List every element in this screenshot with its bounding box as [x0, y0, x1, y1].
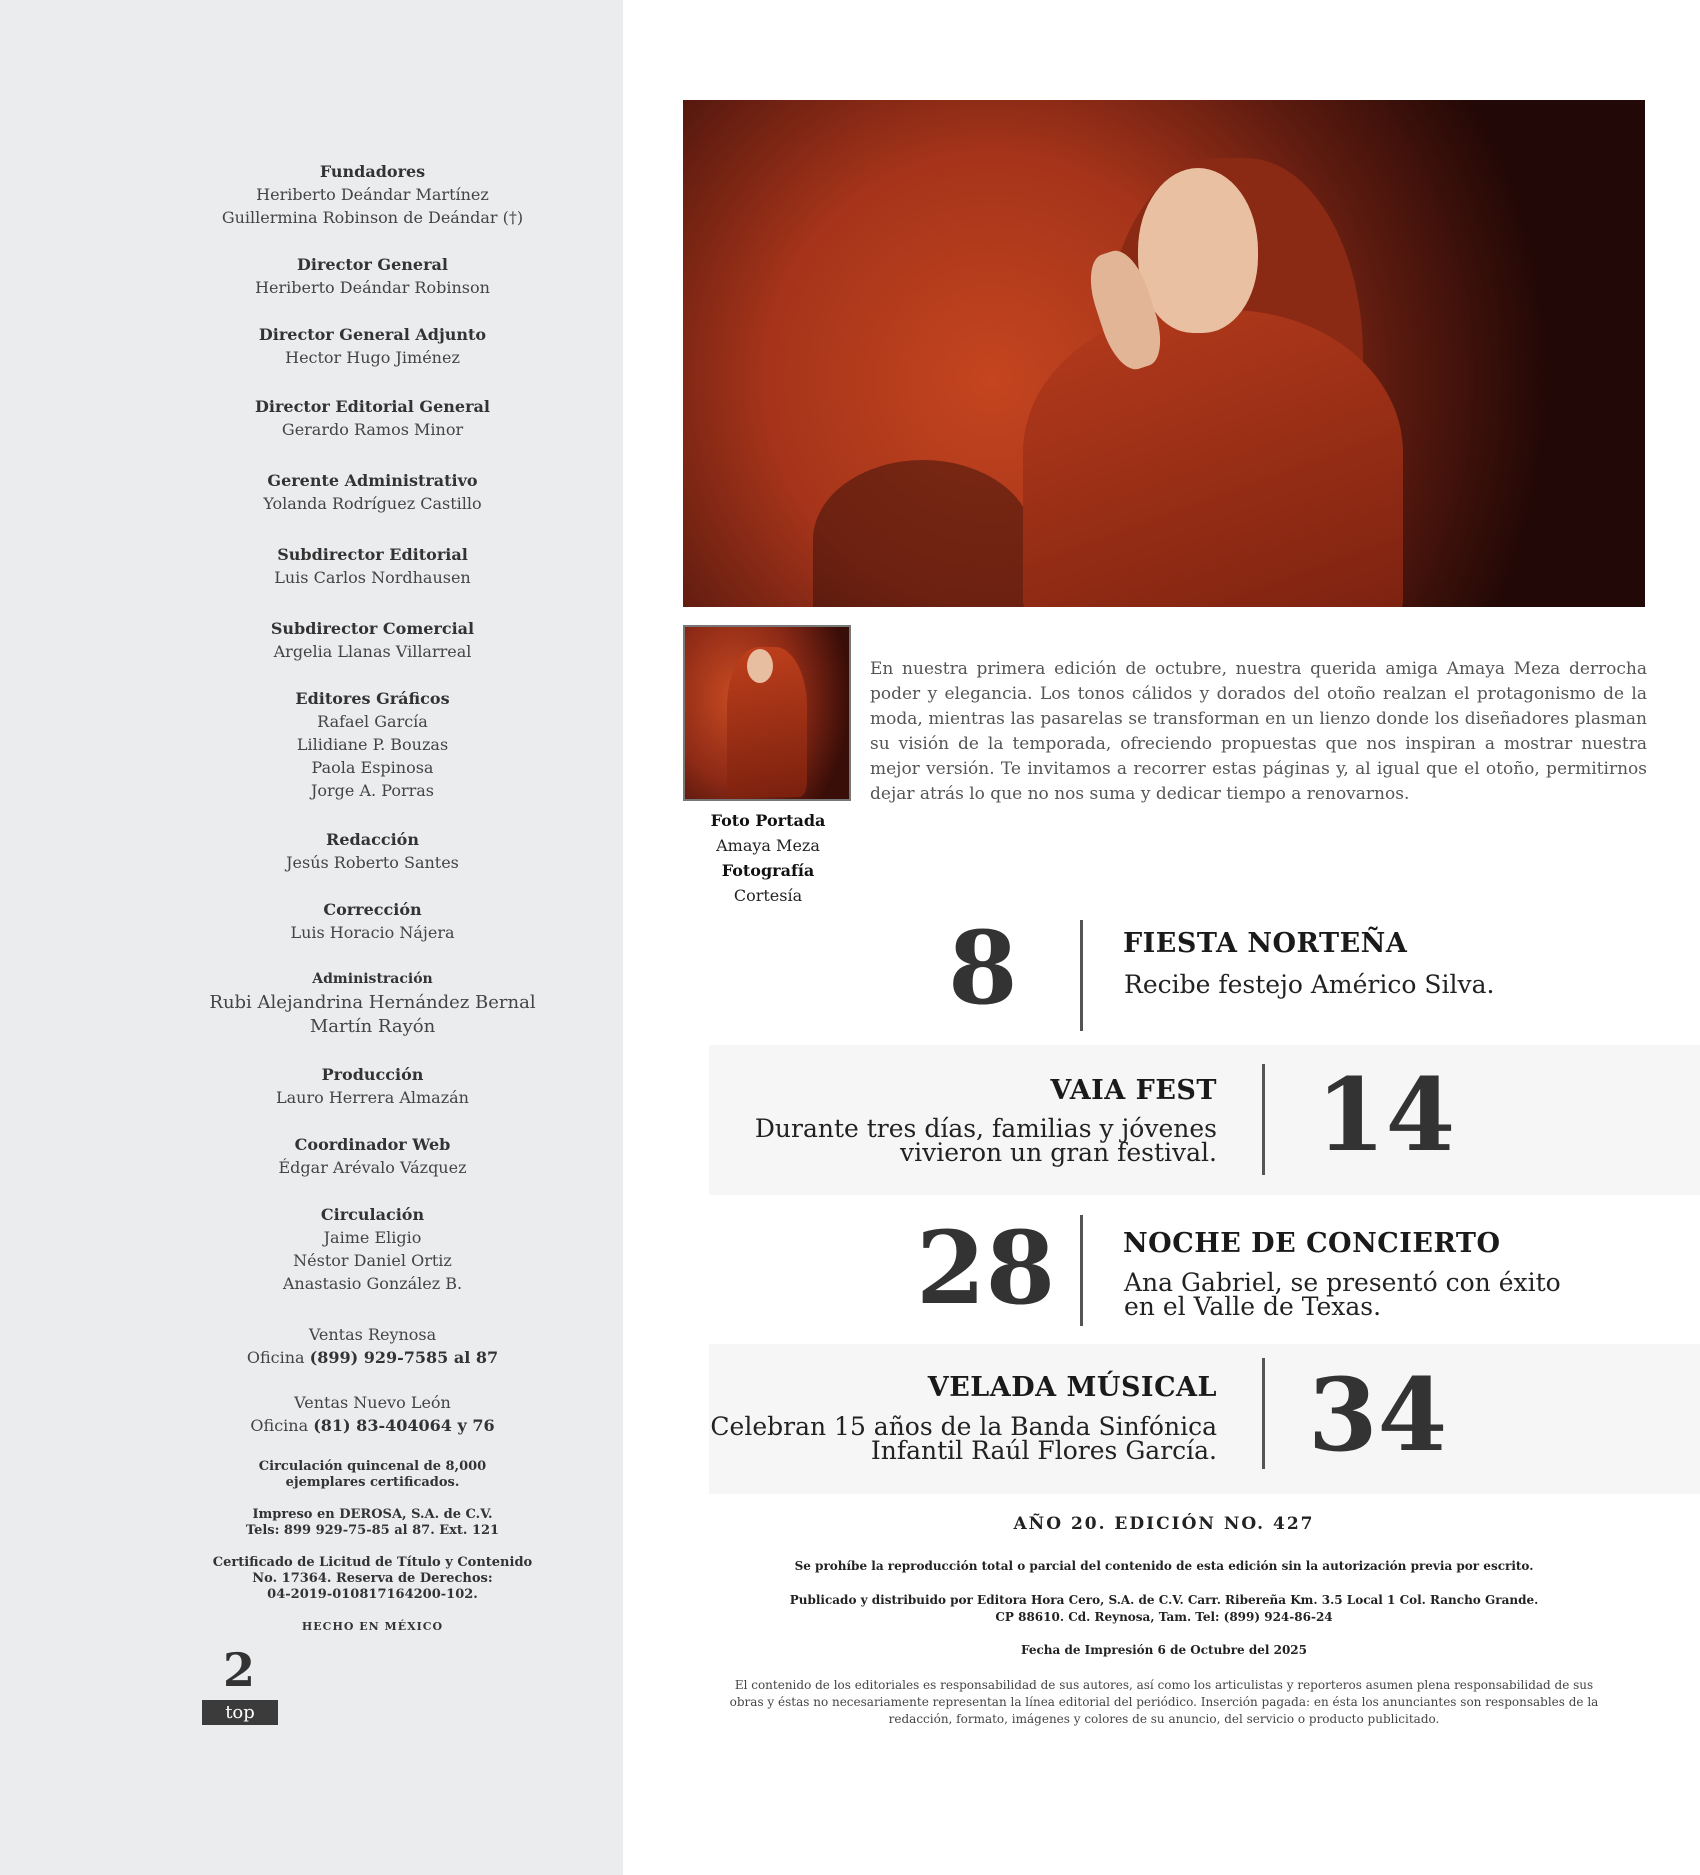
- thumbnail-face: [747, 649, 773, 683]
- feature-page-number: 28: [916, 1209, 1056, 1327]
- staff-name: Hector Hugo Jiménez: [285, 348, 460, 367]
- staff-name: Argelia Llanas Villarreal: [273, 642, 472, 661]
- sales-phone-line: [200, 1346, 545, 1369]
- sales-contact: [200, 1323, 545, 1369]
- fine-line: Certificado de Licitud de Título y Contenido: [212, 1555, 533, 1570]
- photo-shadow: [813, 460, 1033, 607]
- feature-description-line: en el Valle de Texas.: [1124, 1292, 1382, 1321]
- staff-group: [200, 1133, 545, 1179]
- circulation-note: [200, 1459, 545, 1491]
- feature-description: [1124, 1268, 1561, 1321]
- legal-line: redacción, formato, imágenes y colores de su anuncio, del servicio o producto publicitado.: [888, 1712, 1440, 1726]
- staff-title: Director General Adjunto: [258, 325, 487, 344]
- print-date: Fecha de Impresión 6 de Octubre del 2025: [1020, 1643, 1307, 1657]
- staff-title: Coordinador Web: [294, 1135, 451, 1154]
- made-in-mexico: HECHO EN MÉXICO: [301, 1620, 444, 1633]
- staff-group: [200, 898, 545, 944]
- fine-line: No. 17364. Reserva de Derechos:: [252, 1571, 493, 1586]
- feature-title: NOCHE DE CONCIERTO: [1123, 1228, 1501, 1259]
- photo-credit: Cortesía: [733, 886, 803, 905]
- staff-name: Jorge A. Porras: [310, 781, 434, 800]
- staff-group: [200, 543, 545, 589]
- cover-thumbnail: [683, 625, 851, 801]
- photo-face: [1138, 168, 1258, 333]
- cover-model: Amaya Meza: [716, 836, 820, 855]
- staff-name: Jaime Eligio: [323, 1228, 422, 1247]
- staff-name: Rubi Alejandrina Hernández Bernal: [209, 992, 536, 1013]
- cover-label: Foto Portada: [710, 811, 826, 830]
- feature-description: Recibe festejo Américo Silva.: [1124, 970, 1495, 999]
- staff-group: [200, 469, 545, 515]
- staff-name: Lauro Herrera Almazán: [276, 1088, 469, 1107]
- feature-description-line: Durante tres días, familias y jóvenes: [754, 1114, 1217, 1143]
- feature-description: [700, 1114, 1217, 1167]
- feature-divider: [1080, 920, 1083, 1031]
- feature-title: VAIA FEST: [1050, 1075, 1217, 1106]
- edition-number: AÑO 20. EDICIÓN NO. 427: [1013, 1514, 1315, 1534]
- staff-name: Heriberto Deándar Robinson: [255, 278, 490, 297]
- feature-divider: [1262, 1358, 1265, 1469]
- sales-prefix: Oficina: [246, 1348, 310, 1367]
- staff-name: Jesús Roberto Santes: [286, 853, 459, 872]
- feature-description: [700, 1412, 1217, 1465]
- sales-contact: [200, 1391, 545, 1437]
- feature-title: FIESTA NORTEÑA: [1123, 928, 1408, 959]
- sales-label: Ventas Reynosa: [308, 1325, 437, 1344]
- staff-group: [200, 1063, 545, 1109]
- staff-title: Corrección: [323, 900, 422, 919]
- staff-group: [200, 323, 545, 369]
- sales-phone-line: [200, 1414, 545, 1437]
- photo-suit: [1023, 310, 1403, 607]
- feature-divider: [1262, 1064, 1265, 1175]
- sales-label: Ventas Nuevo León: [294, 1393, 451, 1412]
- staff-name: Néstor Daniel Ortiz: [293, 1251, 452, 1270]
- staff-title: Subdirector Comercial: [270, 619, 475, 638]
- reproduction-notice: Se prohíbe la reproducción total o parcial del contenido de esta edición sin la autorización previa por escrito.: [794, 1559, 1534, 1573]
- sales-phone: (899) 929-7585 al 87: [309, 1348, 499, 1367]
- fine-line: Impreso en DEROSA, S.A. de C.V.: [252, 1507, 493, 1522]
- staff-title: Redacción: [326, 830, 419, 849]
- staff-group: [200, 395, 545, 441]
- fine-line: Tels: 899 929-75-85 al 87. Ext. 121: [245, 1523, 500, 1538]
- printer-note: [200, 1507, 545, 1539]
- staff-name: Luis Horacio Nájera: [290, 923, 455, 942]
- feature-divider: [1080, 1215, 1083, 1326]
- sales-prefix: Oficina: [250, 1416, 314, 1435]
- staff-title: Subdirector Editorial: [277, 545, 468, 564]
- certificate-note: [200, 1555, 545, 1603]
- legal-line: El contenido de los editoriales es responsabilidad de sus autores, así como los articulistas y reporteros asumen plena responsabilidad de sus: [734, 1678, 1594, 1692]
- staff-name: Heriberto Deándar Martínez: [256, 185, 489, 204]
- legal-line: CP 88610. Cd. Reynosa, Tam. Tel: (899) 924-86-24: [995, 1610, 1333, 1624]
- sales-phone: (81) 83-404064 y 76: [313, 1416, 495, 1435]
- staff-name: Luis Carlos Nordhausen: [274, 568, 471, 587]
- staff-name: Gerardo Ramos Minor: [281, 420, 464, 439]
- legal-line: Publicado y distribuido por Editora Hora Cero, S.A. de C.V. Carr. Ribereña Km. 3.5 Local 1 Col. Rancho Grande.: [789, 1593, 1539, 1607]
- staff-group: [200, 968, 545, 1039]
- cover-credit: [683, 808, 853, 908]
- staff-group: [200, 828, 545, 874]
- staff-name: Édgar Arévalo Vázquez: [278, 1158, 467, 1177]
- staff-title: Circulación: [320, 1205, 425, 1224]
- photo-label: Fotografía: [721, 861, 815, 880]
- fine-line: 04-2019-010817164200-102.: [267, 1587, 478, 1602]
- staff-title: Producción: [321, 1065, 424, 1084]
- staff-group: [200, 617, 545, 663]
- staff-name: Martín Rayón: [309, 1016, 436, 1037]
- staff-name: Lilidiane P. Bouzas: [296, 735, 449, 754]
- cover-hero-photo: [683, 100, 1645, 607]
- staff-name: Rafael García: [317, 712, 428, 731]
- feature-description-line: Ana Gabriel, se presentó con éxito: [1124, 1268, 1561, 1297]
- staff-name: Paola Espinosa: [311, 758, 434, 777]
- staff-group: [200, 160, 545, 229]
- staff-name: Yolanda Rodríguez Castillo: [263, 494, 482, 513]
- feature-description-line: vivieron un gran festival.: [899, 1138, 1217, 1167]
- staff-name: Anastasio González B.: [282, 1274, 463, 1293]
- editorial-disclaimer: [683, 1677, 1645, 1728]
- staff-group: [200, 253, 545, 299]
- legal-line: obras y éstas no necesariamente representan la línea editorial del periódico. Inserción pagada: en ésta los anunciantes son responsables de la: [729, 1695, 1599, 1709]
- staff-group: [200, 1203, 545, 1295]
- staff-directory: [200, 160, 545, 1651]
- staff-group: [200, 687, 545, 802]
- feature-page-number: 34: [1308, 1356, 1448, 1474]
- staff-name: Guillermina Robinson de Deándar (†): [221, 208, 524, 227]
- editorial-intro: En nuestra primera edición de octubre, nuestra querida amiga Amaya Meza derrocha poder y elegancia. Los tonos cálidos y dorados del otoño realzan el protagonismo de la moda, mientras las pasarelas se transforman en un lienzo donde los diseñadores plasman su visión de la temporada, ofreciendo propuestas que nos inspiran a mostrar nuestra mejor versión. Te invitamos a recorrer estas páginas y, al igual que el otoño, permitirnos dejar atrás lo que no nos suma y dedicar tiempo a renovarnos.: [870, 659, 1647, 804]
- feature-page-number: 8: [948, 909, 1018, 1027]
- staff-title: Editores Gráficos: [295, 689, 450, 708]
- fine-line: Circulación quincenal de 8,000: [258, 1459, 487, 1474]
- fine-line: ejemplares certificados.: [285, 1475, 460, 1490]
- feature-page-number: 14: [1316, 1056, 1456, 1174]
- feature-title: VELADA MÚSICAL: [927, 1372, 1217, 1403]
- staff-title: Fundadores: [319, 162, 426, 181]
- staff-title: Gerente Administrativo: [267, 471, 478, 490]
- publisher-info: [683, 1592, 1645, 1626]
- page-number: 2: [222, 1643, 255, 1697]
- staff-title: Director Editorial General: [255, 397, 490, 416]
- feature-description-line: Infantil Raúl Flores García.: [870, 1436, 1217, 1465]
- feature-description-line: Celebran 15 años de la Banda Sinfónica: [710, 1412, 1217, 1441]
- staff-title: Administración: [312, 971, 433, 987]
- staff-title: Director General: [297, 255, 448, 274]
- section-badge: top: [202, 1700, 278, 1725]
- masthead-sidebar: [0, 0, 623, 1875]
